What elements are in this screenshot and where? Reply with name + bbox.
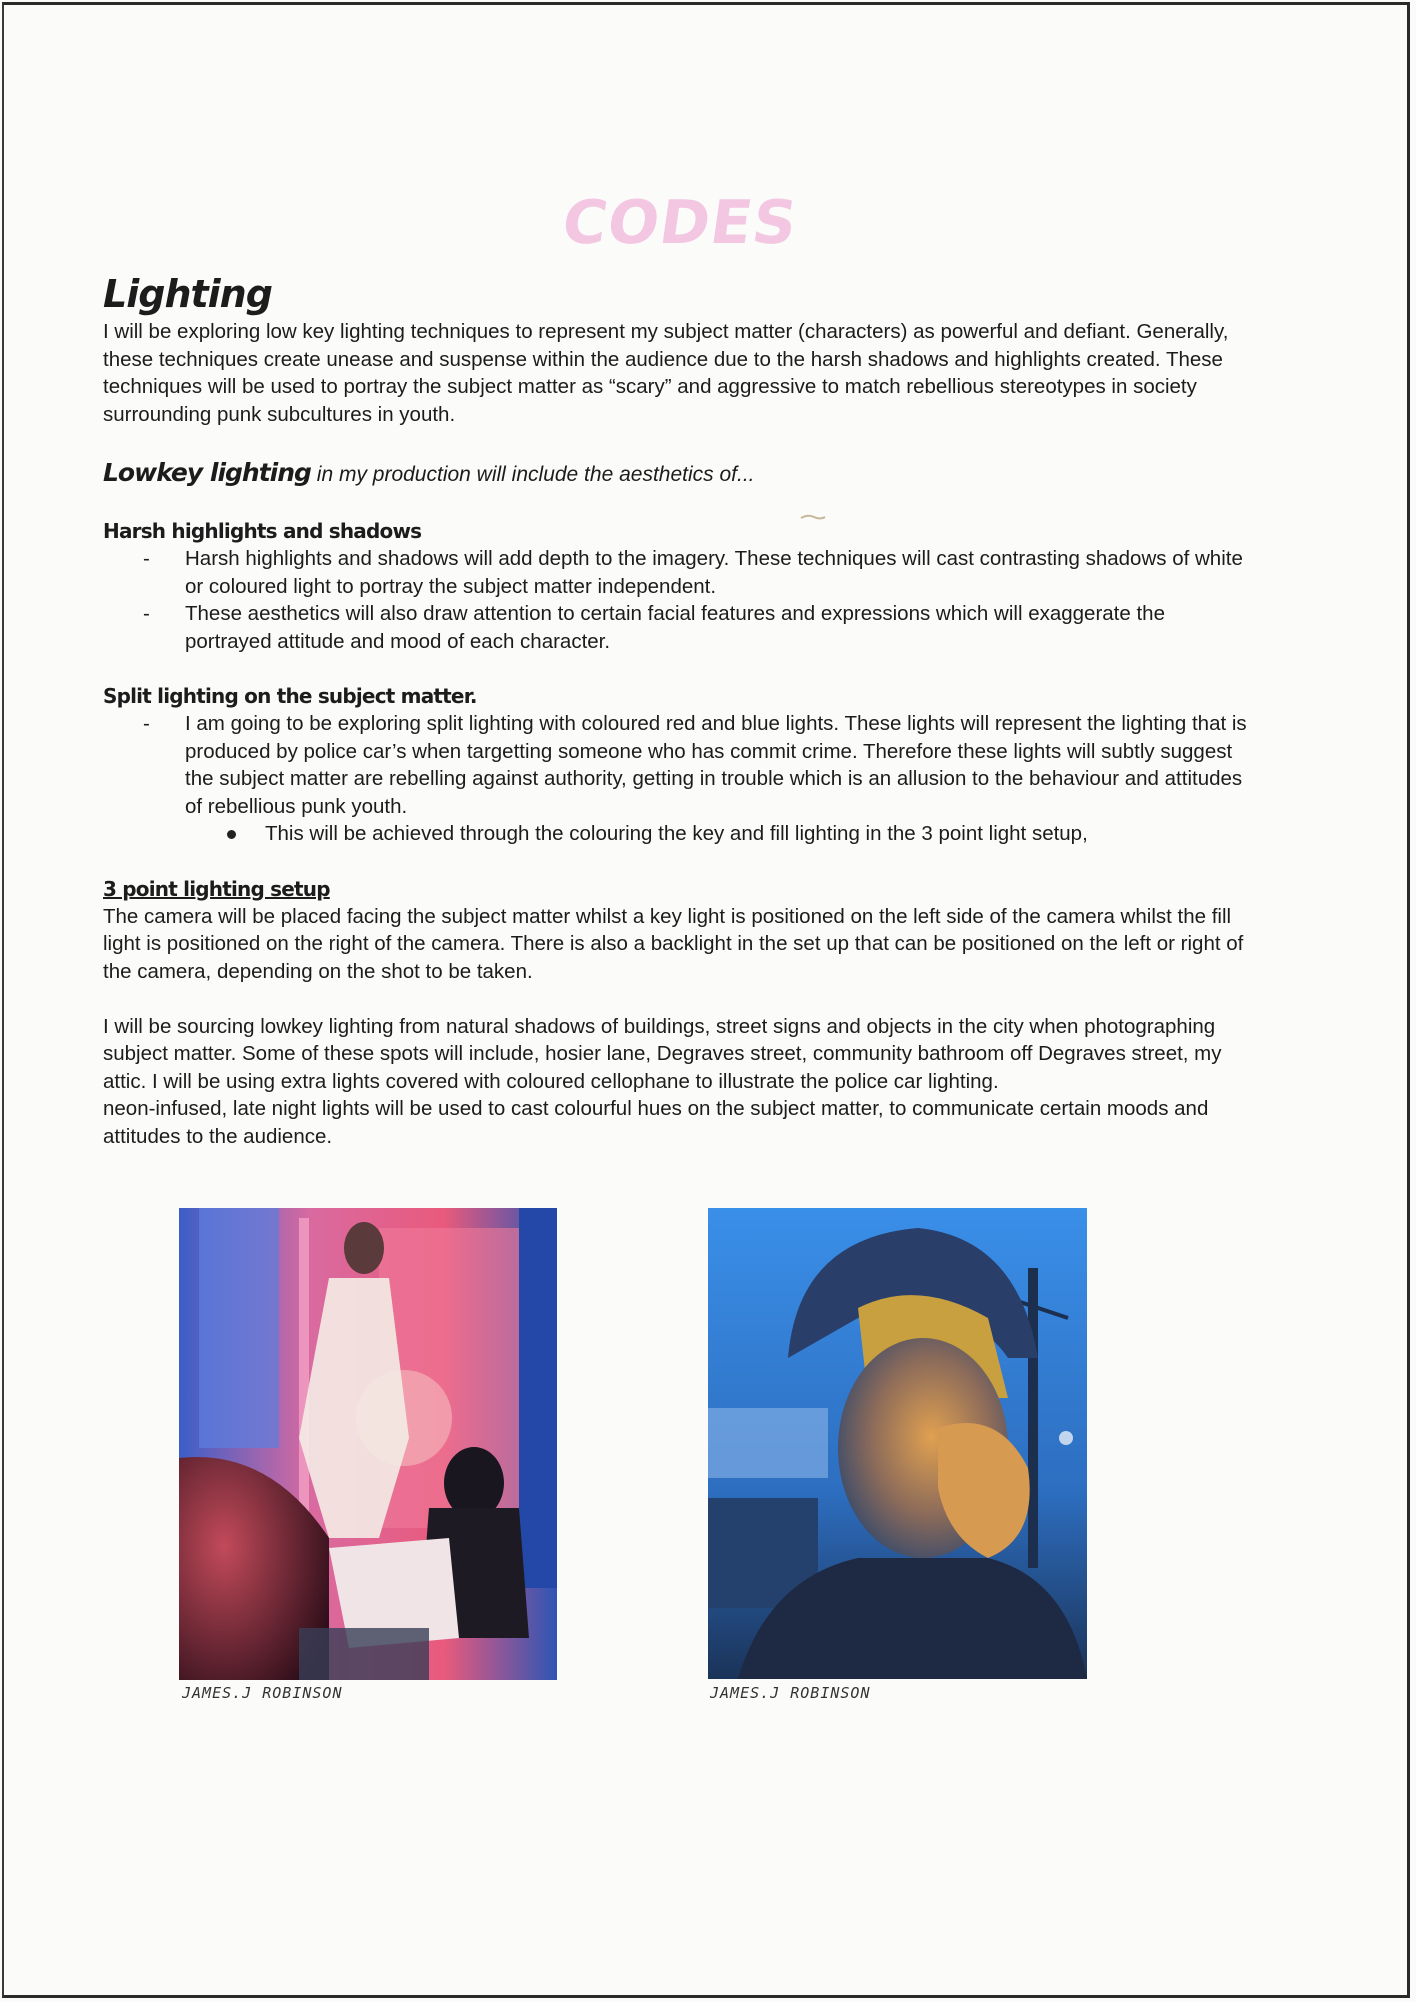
list-item-text: These aesthetics will also draw attention to certain facial features and expressions which will exaggerate the portrayed attitude and mood of each character. bbox=[185, 602, 1165, 653]
split-list bbox=[103, 710, 1253, 820]
photo-caption-signature: JAMES.J ROBINSON bbox=[182, 1684, 343, 1702]
photo-neon-scene-image bbox=[179, 1208, 557, 1680]
bullet-item-text: This will be achieved through the colouring the key and fill lighting in the 3 point light setup, bbox=[265, 822, 1088, 845]
lowkey-sources-paragraph: I will be sourcing lowkey lighting from natural shadows of buildings, street signs and objects in the city when photographing subject matter. Some of these spots will include, hosier lane, Degraves street, community bathroom off Degraves street, my attic. I will be using extra lights covered with coloured cellophane to illustrate the police car lighting. bbox=[103, 1014, 1222, 1093]
list-item-text: I am going to be exploring split lighting with coloured red and blue lights. These lights will represent the lighting that is produced by police car’s when targetting someone who has commit crime. Therefore these lights will subtly suggest the subject matter are rebelling against authority, getting in trouble which is an allusion to the behaviour and attitudes of rebellious punk youth. bbox=[185, 712, 1247, 818]
list-item-text: Harsh highlights and shadows will add depth to the imagery. These techniques will cast contrasting shadows of white or coloured light to portray the subject matter independent. bbox=[185, 547, 1243, 598]
dash-marker: - bbox=[143, 712, 150, 735]
lowkey-lighting-rest: in my production will include the aesthetics of... bbox=[310, 463, 755, 486]
page-title: CODES bbox=[558, 188, 802, 258]
photo-blue-portrait-image bbox=[708, 1208, 1087, 1679]
document-body bbox=[103, 270, 1253, 1150]
list-item bbox=[103, 545, 1253, 600]
lowkey-lighting-line bbox=[103, 458, 1253, 490]
subheading-split-lighting: Split lighting on the subject matter. bbox=[103, 684, 477, 708]
photo-blue-portrait bbox=[708, 1208, 1087, 1679]
bullet-item bbox=[103, 820, 1253, 848]
dash-marker: - bbox=[143, 602, 150, 625]
photo-neon-scene bbox=[179, 1208, 557, 1680]
subheading-harsh-highlights: Harsh highlights and shadows bbox=[103, 519, 422, 543]
photo-caption-signature: JAMES.J ROBINSON bbox=[710, 1684, 871, 1702]
dash-marker: - bbox=[143, 547, 150, 570]
lowkey-lighting-label: Lowkey lighting bbox=[103, 458, 311, 487]
bullet-dot-icon bbox=[227, 830, 236, 839]
section-heading-lighting: Lighting bbox=[103, 272, 272, 316]
neon-lights-paragraph: neon-infused, late night lights will be used to cast colourful hues on the subject matter, to communicate certain moods and attitudes to the audience. bbox=[103, 1097, 1209, 1148]
list-item bbox=[103, 710, 1253, 820]
subheading-3-point-setup: 3 point lighting setup bbox=[103, 876, 330, 901]
harsh-list bbox=[103, 545, 1253, 655]
lighting-intro-paragraph: I will be exploring low key lighting techniques to represent my subject matter (characters) as powerful and defiant. Generally, these techniques create unease and suspense within the audience due to the harsh shadows and highlights created. These techniques will be used to portray the subject matter as “scary” and aggressive to match rebellious stereotypes in society surrounding punk subcultures in youth. bbox=[103, 320, 1229, 426]
list-item bbox=[103, 600, 1253, 655]
three-point-paragraph: The camera will be placed facing the subject matter whilst a key light is positioned on the left side of the camera whilst the fill light is positioned on the right of the camera. There is also a backlight in the set up that can be positioned on the left or right of the camera, depending on the shot to be taken. bbox=[103, 904, 1244, 983]
